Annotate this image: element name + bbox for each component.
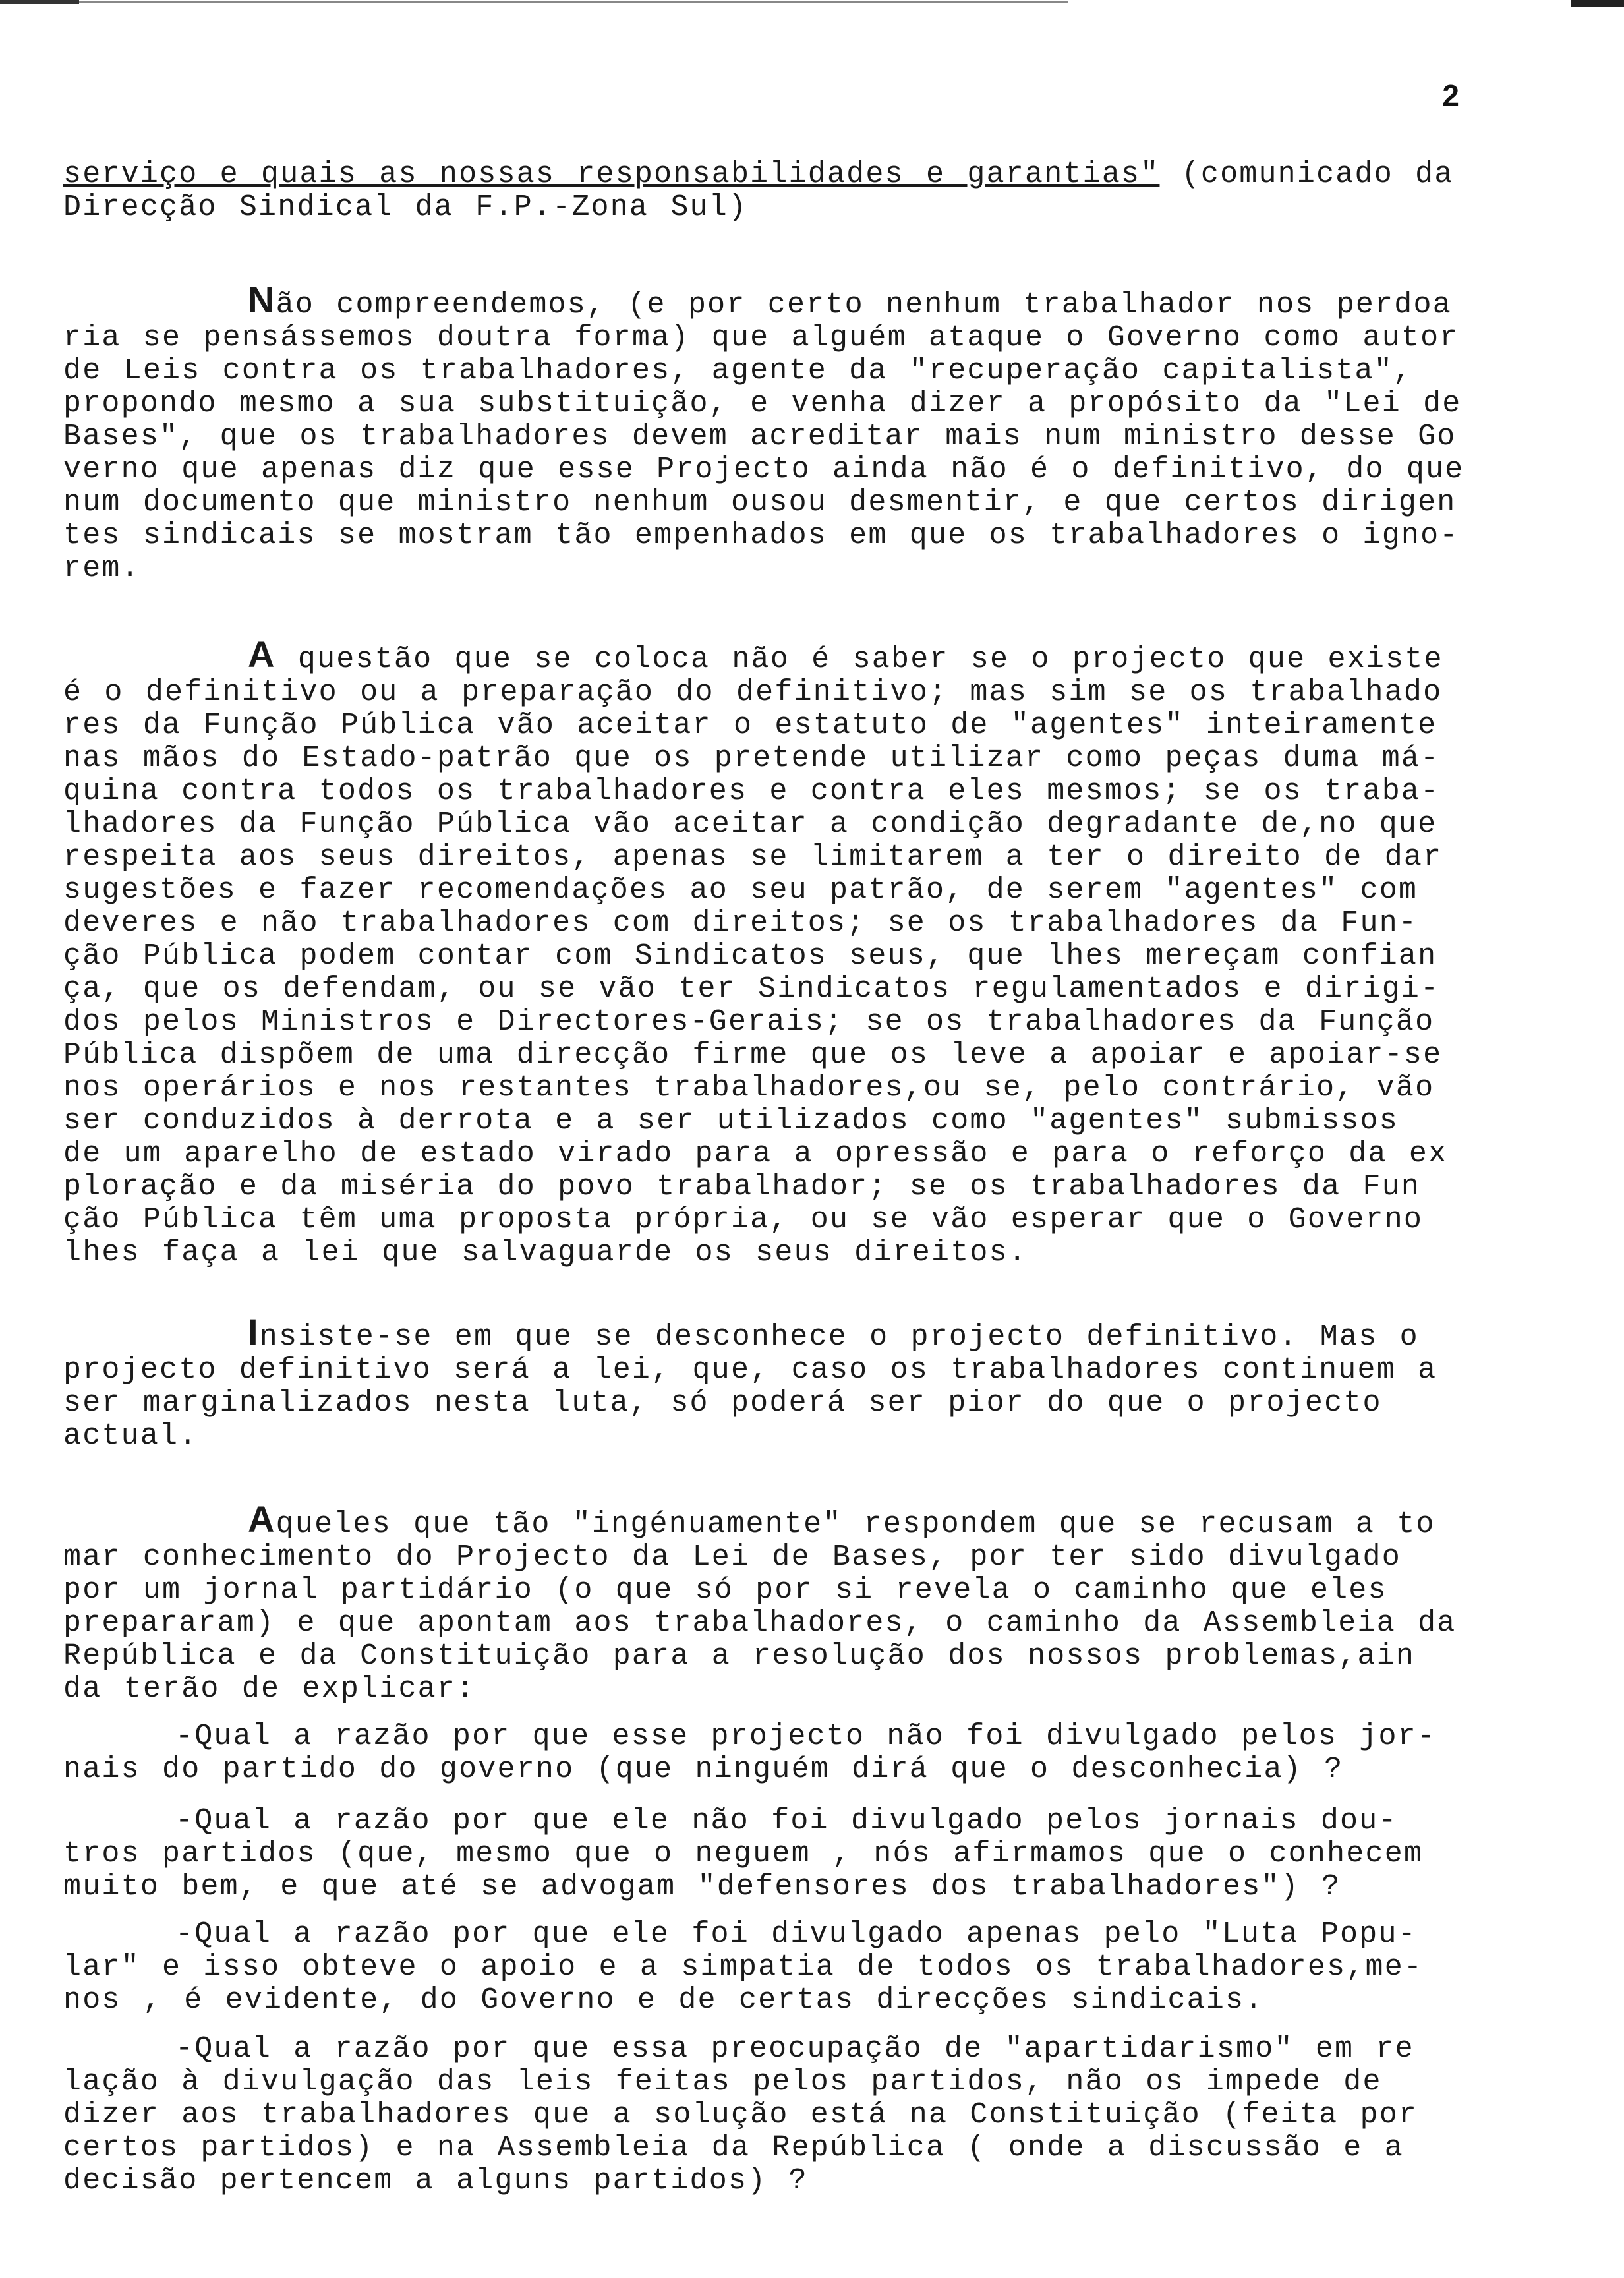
paragraph-1-text: ão compreendemos, (e por certo nenhum trabalhador nos perdoa ria se pensássemos doutra forma) que alguém ataque o Governo como autor de Leis contra os trabalhadores, agente da "recuperação capitalista", propondo mesmo a sua substituição, e venha dizer a propósito da "Lei de Bases", que os trabalhadores devem acreditar mais num ministro desse Go verno que apenas diz que esse Projecto ainda não é o definitivo, do que num documento que ministro nenhum ousou desmentir, e que certos dirigen tes sindicais se mostram tão empenhados em que os trabalhadores o igno- rem. bbox=[63, 288, 1464, 585]
paragraph-4 bbox=[63, 1498, 1467, 1706]
scan-artifact-line bbox=[79, 1, 1068, 3]
question-4 bbox=[63, 2033, 1467, 2198]
intro-line-2: Direcção Sindical da F.P.-Zona Sul) bbox=[63, 190, 748, 224]
dropcap-1: N bbox=[248, 279, 276, 320]
paragraph-4-text: queles que tão "ingénuamente" respondem que se recusam a to mar conhecimento do Projecto da Lei de Bases, por ter sido divulgado por um jornal partidário (o que só por si revela o caminho que eles prepararam) e que apontam aos trabalhadores, o caminho da Assembleia da República e da Constituição para a resolução dos nossos problemas,ain da terão de explicar: bbox=[63, 1507, 1457, 1706]
question-4-text: -Qual a razão por que essa preocupação de "apartidarismo" em re lação à divulgação das leis feitas pelos partidos, não os impede de dizer aos trabalhadores que a solução está na Constituição (feita por certos partidos) e na Assembleia da República ( onde a discussão e a decisão pertencem a alguns partidos) ? bbox=[63, 2032, 1418, 2198]
scan-artifact-left bbox=[0, 0, 79, 4]
paragraph-2 bbox=[63, 633, 1467, 1270]
scan-artifact-right bbox=[1571, 0, 1624, 7]
intro-paragraph bbox=[63, 158, 1467, 224]
paragraph-3-text: nsiste-se em que se desconhece o projecto definitivo. Mas o projecto definitivo será a lei, que, caso os trabalhadores continuem a ser marginalizados nesta luta, só poderá ser pior do que o projecto actual. bbox=[63, 1320, 1437, 1453]
dropcap-3: I bbox=[248, 1311, 260, 1353]
question-2 bbox=[63, 1805, 1467, 1904]
paragraph-1 bbox=[63, 279, 1467, 585]
intro-rest: (comunicado da bbox=[1159, 158, 1454, 191]
paragraph-3 bbox=[63, 1311, 1467, 1453]
question-1 bbox=[63, 1720, 1467, 1786]
dropcap-4: A bbox=[248, 1498, 276, 1540]
question-3 bbox=[63, 1918, 1467, 2017]
question-2-text: -Qual a razão por que ele não foi divulgado pelos jornais dou- tros partidos (que, mesmo que o neguem , nós afirmamos que o conhecem muito bem, e que até se advogam "defensores dos trabalhadores") ? bbox=[63, 1804, 1424, 1904]
page-number: 2 bbox=[1442, 78, 1459, 113]
dropcap-2: A bbox=[248, 633, 276, 675]
intro-underlined-quote: serviço e quais as nossas responsabilidades e garantias" bbox=[63, 158, 1160, 191]
question-3-text: -Qual a razão por que ele foi divulgado apenas pelo "Luta Popu- lar" e isso obteve o apoio e a simpatia de todos os trabalhadores,me- nos , é evidente, do Governo e de certas direcções sindicais. bbox=[63, 1917, 1424, 2017]
paragraph-2-text: questão que se coloca não é saber se o projecto que existe é o definitivo ou a preparação do definitivo; mas sim se os trabalhado res da Função Pública vão aceitar o estatuto de "agentes" inteiramente nas mãos do Estado-patrão que os pretende utilizar como peças duma má- quina contra todos os trabalhadores e contra eles mesmos; se os traba- lhadores da Função Pública vão aceitar a condição degradante de,no que respeita aos seus direitos, apenas se limitarem a ter o direito de dar sugestões e fazer recomendações ao seu patrão, de serem "agentes" com deveres e não trabalhadores com direitos; se os trabalhadores da Fun- ção Pública podem contar com Sindicatos seus, que lhes mereçam confian ça, que os defendam, ou se vão ter Sindicatos regulamentados e dirigi- dos pelos Ministros e Directores-Gerais; se os trabalhadores da Função Pública dispõem de uma direcção firme que os leve a apoiar e apoiar-se nos operários e nos restantes trabalhadores,ou se, pelo contrário, vão ser conduzidos à derrota e a ser utilizados como "agentes" submissos de um aparelho de estado virado para a opressão e para o reforço da ex ploração e da miséria do povo trabalhador; se os trabalhadores da Fun ção Pública têm uma proposta própria, ou se vão esperar que o Governo lhes faça a lei que salvaguarde os seus direitos. bbox=[63, 643, 1448, 1270]
question-1-text: -Qual a razão por que esse projecto não foi divulgado pelos jor- nais do partido do governo (que ninguém dirá que o desconhecia) ? bbox=[63, 1720, 1437, 1786]
